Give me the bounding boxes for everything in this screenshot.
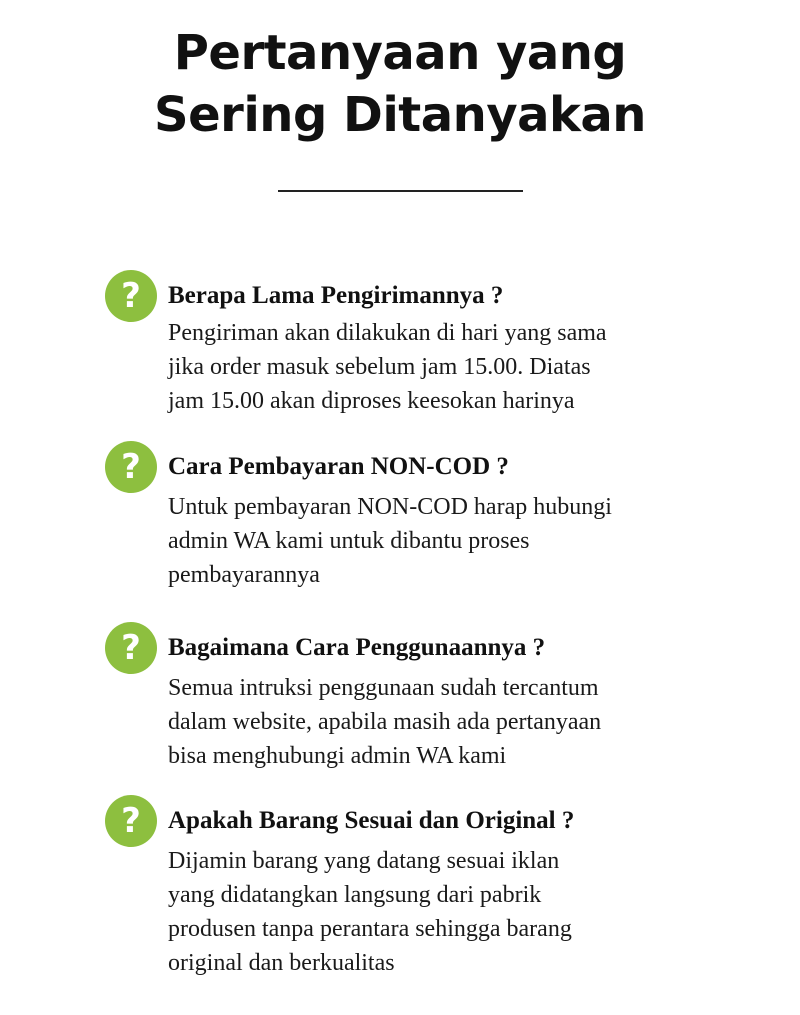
page-title-line-2: Sering Ditanyakan bbox=[154, 87, 646, 143]
faq-answer bbox=[168, 844, 572, 980]
faq-answer-line: admin WA kami untuk dibantu proses bbox=[168, 528, 530, 554]
faq-answer-line: Pengiriman akan dilakukan di hari yang sama bbox=[168, 320, 607, 346]
faq-answer-line: jika order masuk sebelum jam 15.00. Diatas bbox=[168, 354, 591, 380]
faq-answer-line: dalam website, apabila masih ada pertanyaan bbox=[168, 709, 602, 735]
faq-question: Berapa Lama Pengirimannya ? bbox=[168, 282, 504, 309]
faq-answer-line: jam 15.00 akan diproses keesokan harinya bbox=[168, 388, 575, 414]
faq-answer-line: yang didatangkan langsung dari pabrik bbox=[168, 882, 542, 908]
faq-answer bbox=[168, 490, 612, 592]
faq-answer bbox=[168, 316, 607, 418]
faq-answer-line: bisa menghubungi admin WA kami bbox=[168, 743, 507, 769]
title-divider bbox=[278, 190, 523, 192]
faq-question: Bagaimana Cara Penggunaannya ? bbox=[168, 634, 546, 661]
faq-answer bbox=[168, 671, 601, 773]
faq-question: Cara Pembayaran NON-COD ? bbox=[168, 453, 509, 480]
page-title bbox=[0, 22, 800, 146]
page-title-line-1: Pertanyaan yang bbox=[173, 25, 627, 81]
question-mark-icon: ? bbox=[105, 795, 157, 847]
question-mark-icon: ? bbox=[105, 270, 157, 322]
faq-question: Apakah Barang Sesuai dan Original ? bbox=[168, 807, 575, 834]
faq-answer-line: Dijamin barang yang datang sesuai iklan bbox=[168, 848, 560, 874]
faq-answer-line: produsen tanpa perantara sehingga barang bbox=[168, 916, 572, 942]
faq-answer-line: pembayarannya bbox=[168, 562, 320, 588]
faq-answer-line: Untuk pembayaran NON-COD harap hubungi bbox=[168, 494, 612, 520]
faq-answer-line: original dan berkualitas bbox=[168, 950, 395, 976]
question-mark-icon: ? bbox=[105, 622, 157, 674]
faq-answer-line: Semua intruksi penggunaan sudah tercantum bbox=[168, 675, 599, 701]
question-mark-icon: ? bbox=[105, 441, 157, 493]
